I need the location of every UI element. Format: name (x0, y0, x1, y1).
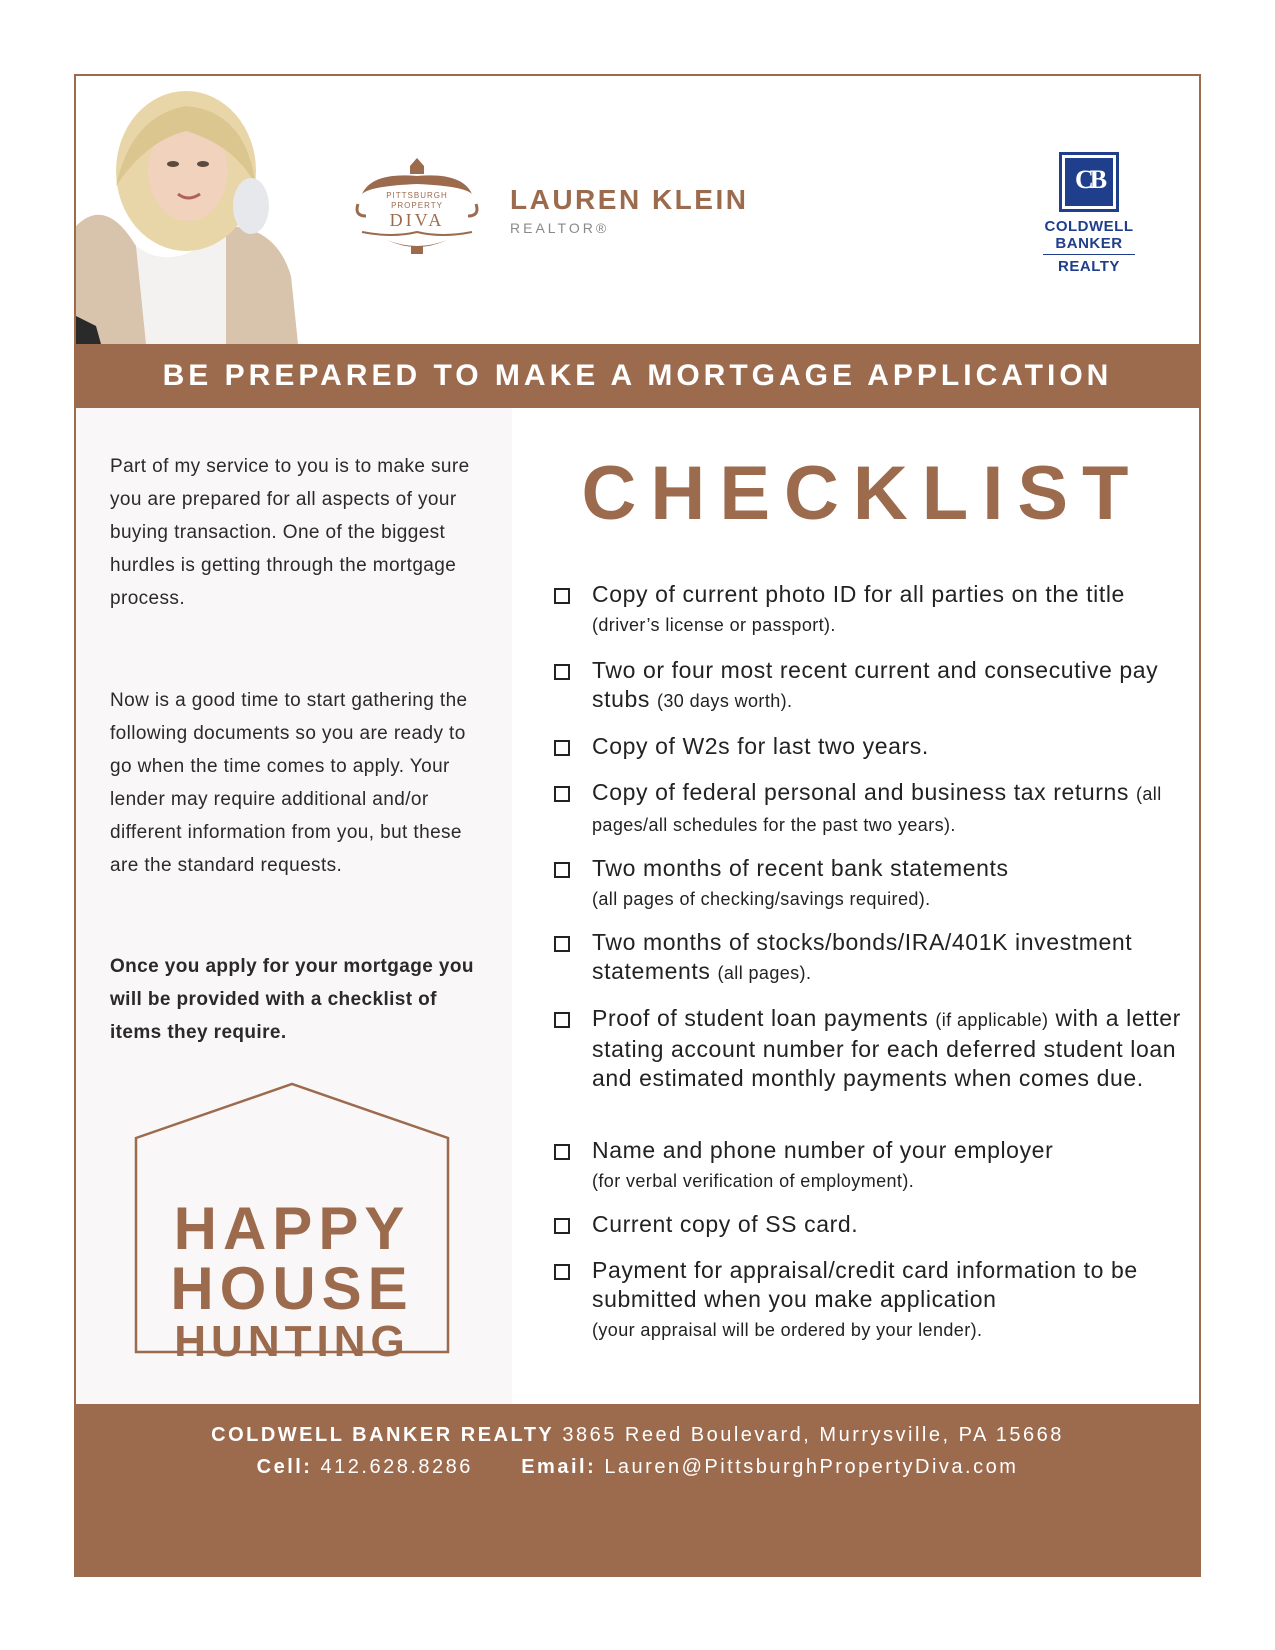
checklist-item (554, 732, 1194, 761)
checkbox[interactable] (554, 1144, 570, 1160)
checkbox[interactable] (554, 936, 570, 952)
footer-address-line (76, 1424, 1199, 1447)
cb-line3: REALTY (1058, 258, 1120, 275)
checklist-title: CHECKLIST (581, 451, 1143, 536)
item-text: Copy of current photo ID for all parties on the title (592, 581, 1125, 607)
cb-line1: COLDWELL (1044, 218, 1134, 235)
cb-line2: BANKER (1055, 235, 1123, 252)
checklist-item (554, 928, 1194, 988)
headline-banner: BE PREPARED TO MAKE A MORTGAGE APPLICATION (76, 344, 1199, 408)
agent-name: LAUREN KLEIN (510, 184, 749, 215)
cb-mark: CB (1074, 165, 1104, 194)
coldwell-banker-logo (1034, 152, 1144, 278)
badge-line2: HOUSE (170, 1255, 414, 1322)
checkbox[interactable] (554, 1218, 570, 1234)
footer-cell[interactable]: 412.628.8286 (320, 1456, 473, 1478)
item-note: (your appraisal will be ordered by your lender). (592, 1320, 983, 1340)
item-text: Copy of W2s for last two years. (592, 733, 929, 759)
cb-divider (1043, 254, 1135, 255)
checklist-item (554, 854, 1194, 914)
footer-address: 3865 Reed Boulevard, Murrysville, PA 15668 (562, 1424, 1064, 1446)
flyer-frame (74, 74, 1201, 1577)
checklist-item (554, 656, 1194, 716)
checkbox[interactable] (554, 740, 570, 756)
diva-line3: DIVA (389, 210, 445, 230)
item-text: Payment for appraisal/credit card information to be submitted when you make application (592, 1257, 1138, 1312)
cb-mark-square (1059, 152, 1119, 212)
item-note: (all pages of checking/savings required). (592, 889, 931, 909)
item-text: Current copy of SS card. (592, 1211, 859, 1237)
checkbox[interactable] (554, 1012, 570, 1028)
diva-line1: PITTSBURGH (386, 191, 448, 200)
footer-cell-label: Cell: (256, 1456, 313, 1478)
intro-paragraph-1: Part of my service to you is to make sure you are prepared for all aspects of your buying transaction. One of the biggest hurdles is getting through the mortgage process. (110, 456, 470, 609)
item-text: Two or four most recent current and consecutive pay stubs (592, 657, 1159, 712)
item-note: (driver’s license or passport). (592, 615, 836, 635)
badge-line1: HAPPY (173, 1195, 411, 1262)
agent-photo (76, 76, 298, 344)
item-text: Two months of stocks/bonds/IRA/401K investment statements (592, 929, 1133, 984)
intro-paragraph-3: Once you apply for your mortgage you will be provided with a checklist of items they require. (110, 956, 474, 1043)
intro-panel (76, 408, 512, 1450)
footer-contact-line (76, 1456, 1199, 1479)
checklist-item (554, 1210, 1194, 1239)
checkbox[interactable] (554, 588, 570, 604)
item-text: Two months of recent bank statements (592, 855, 1009, 881)
checklist-item (554, 778, 1194, 840)
agent-title: REALTOR® (510, 220, 610, 236)
checklist-item (554, 1256, 1194, 1345)
item-text: Copy of federal personal and business tax returns (592, 779, 1129, 805)
footer-email[interactable]: Lauren@PittsburghPropertyDiva.com (604, 1456, 1019, 1478)
checklist-item (554, 580, 1194, 640)
checkbox[interactable] (554, 664, 570, 680)
checklist-item (554, 1004, 1194, 1093)
intro-paragraph-2: Now is a good time to start gathering the following documents so you are ready to go when the time comes to apply. Your lender may require additional and/or different information from you, but these are the standard requests. (110, 690, 468, 876)
footer-company: COLDWELL BANKER REALTY (211, 1424, 555, 1446)
checklist-item (554, 1136, 1194, 1196)
item-note: (if applicable) (935, 1010, 1049, 1030)
checkbox[interactable] (554, 1264, 570, 1280)
item-text: Proof of student loan payments (592, 1005, 929, 1031)
item-note: (for verbal verification of employment). (592, 1171, 915, 1191)
item-text: Name and phone number of your employer (592, 1137, 1054, 1163)
footer (76, 1404, 1199, 1577)
checkbox[interactable] (554, 862, 570, 878)
item-note: (30 days worth). (656, 691, 793, 711)
checkbox[interactable] (554, 786, 570, 802)
item-note: (all pages). (717, 963, 812, 983)
item-text-continued: with a letter stating account number for each deferred student loan and estimated monthly payments when comes due. (592, 1005, 1181, 1091)
footer-email-label: Email: (521, 1456, 597, 1478)
badge-line3: HUNTING (174, 1317, 410, 1366)
item-note: (all pages/all schedules for the past two years). (592, 784, 1162, 835)
diva-line2: PROPERTY (391, 201, 443, 210)
pittsburgh-property-diva-logo (352, 154, 482, 258)
header (76, 76, 1199, 344)
